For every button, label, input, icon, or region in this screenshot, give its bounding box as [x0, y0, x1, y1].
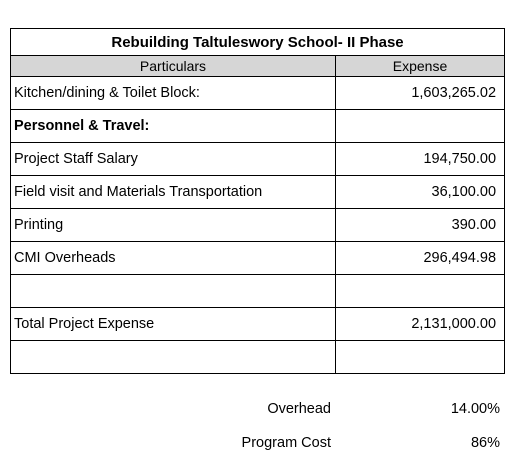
- total-label: Total Project Expense: [11, 308, 336, 341]
- table-row: [11, 143, 505, 176]
- table-row: [11, 176, 505, 209]
- row-amount: [336, 275, 505, 308]
- table-title: Rebuilding Taltuleswory School- II Phase: [11, 29, 505, 56]
- row-label: [11, 341, 336, 374]
- overhead-label: Overhead: [267, 401, 331, 417]
- row-label: Project Staff Salary: [11, 143, 336, 176]
- table-row: [11, 341, 505, 374]
- table-row: [11, 77, 505, 110]
- row-amount: [336, 110, 505, 143]
- overhead-value: 14.00%: [450, 401, 500, 417]
- row-amount: 296,494.98: [336, 242, 505, 275]
- title-row: [11, 29, 505, 56]
- budget-table: [10, 28, 505, 374]
- budget-sheet: [10, 28, 504, 374]
- row-label: [11, 275, 336, 308]
- total-amount: 2,131,000.00: [336, 308, 505, 341]
- table-row: [11, 275, 505, 308]
- row-label: Printing: [11, 209, 336, 242]
- row-amount: [336, 341, 505, 374]
- header-particulars: Particulars: [11, 56, 336, 77]
- table-row: [11, 209, 505, 242]
- row-label: Field visit and Materials Transportation: [11, 176, 336, 209]
- section-heading: Personnel & Travel:: [11, 110, 336, 143]
- row-label: CMI Overheads: [11, 242, 336, 275]
- header-expense: Expense: [336, 56, 505, 77]
- overhead-summary: [10, 398, 504, 422]
- row-amount: 390.00: [336, 209, 505, 242]
- program-cost-value: 86%: [470, 435, 500, 451]
- program-cost-label: Program Cost: [241, 435, 331, 451]
- table-row: [11, 308, 505, 341]
- row-label: Kitchen/dining & Toilet Block:: [11, 77, 336, 110]
- row-amount: 194,750.00: [336, 143, 505, 176]
- row-amount: 1,603,265.02: [336, 77, 505, 110]
- program-cost-summary: [10, 432, 504, 456]
- table-row: [11, 242, 505, 275]
- row-amount: 36,100.00: [336, 176, 505, 209]
- header-row: [11, 56, 505, 77]
- table-row: [11, 110, 505, 143]
